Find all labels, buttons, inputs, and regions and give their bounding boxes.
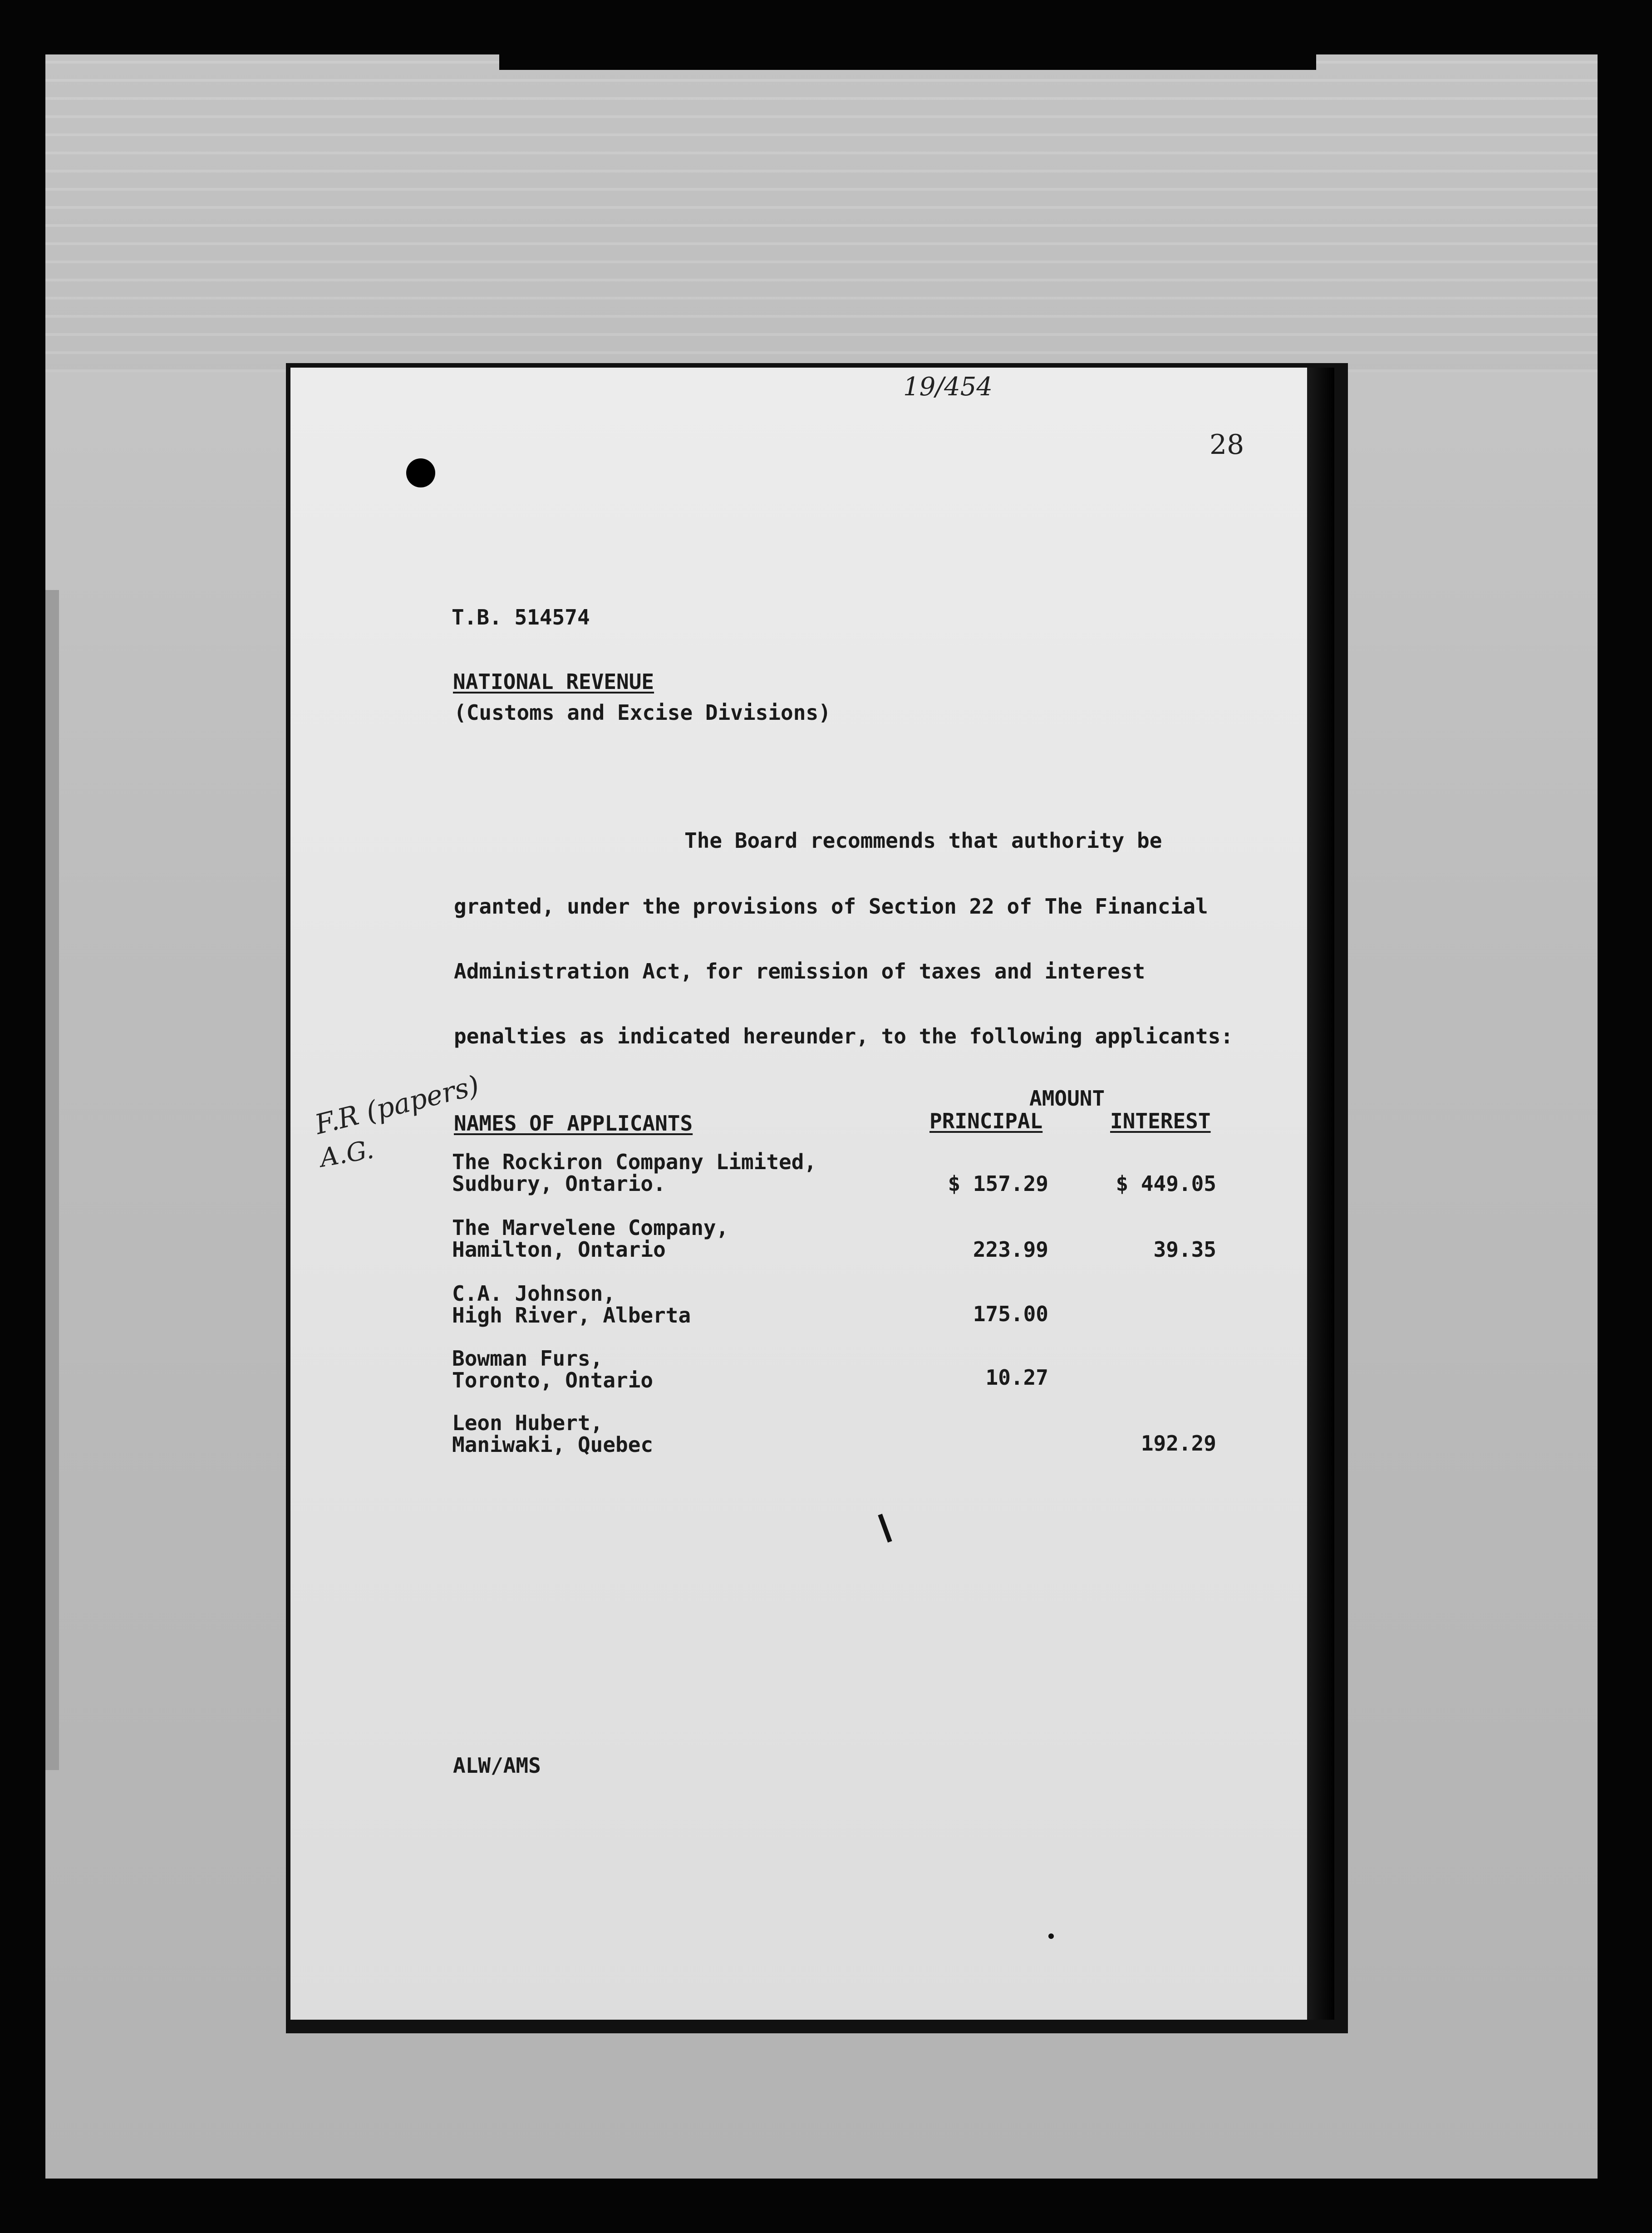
principal-amount: 10.27	[985, 1365, 1048, 1390]
principal-amount: 223.99	[973, 1237, 1048, 1262]
applicant-name: The Rockiron Company Limited,	[452, 1150, 817, 1174]
body-line-4: penalties as indicated hereunder, to the following applicants:	[454, 1024, 1234, 1048]
applicant-location: High River, Alberta	[452, 1303, 691, 1328]
page-right-edge	[1307, 368, 1334, 2020]
names-column-header: NAMES OF APPLICANTS	[454, 1111, 693, 1136]
applicant-location: Sudbury, Ontario.	[452, 1171, 666, 1196]
amount-header: AMOUNT	[1029, 1086, 1105, 1111]
interest-amount: 39.35	[1153, 1237, 1216, 1262]
applicant-name: C.A. Johnson,	[452, 1281, 616, 1306]
applicant-location: Toronto, Ontario	[452, 1368, 654, 1392]
margin-note-line-1: F.R (papers)	[312, 1069, 482, 1141]
applicant-name: Bowman Furs,	[452, 1346, 603, 1371]
backing-left-edge	[45, 590, 59, 1770]
applicant-location: Hamilton, Ontario	[452, 1237, 666, 1262]
department-heading: NATIONAL REVENUE	[453, 669, 654, 694]
body-line-2: granted, under the provisions of Section 22 of The Financial	[454, 894, 1208, 919]
ink-dot	[1048, 1933, 1054, 1939]
applicant-name: Leon Hubert,	[452, 1411, 603, 1435]
body-line-1: The Board recommends that authority be	[684, 828, 1162, 853]
interest-amount: 192.29	[1141, 1431, 1216, 1456]
principal-amount: 175.00	[973, 1302, 1048, 1326]
treasury-board-reference: T.B. 514574	[452, 605, 590, 630]
principal-column-header: PRINCIPAL	[929, 1109, 1043, 1133]
film-edge-notch	[499, 54, 1316, 70]
interest-amount: $ 449.05	[1116, 1171, 1216, 1196]
margin-note-line-2: A.G.	[318, 1135, 376, 1173]
interest-column-header: INTEREST	[1110, 1109, 1211, 1133]
page-number: 28	[1210, 429, 1244, 461]
typist-initials: ALW/AMS	[453, 1753, 541, 1778]
punch-hole	[406, 458, 435, 487]
file-number-handwritten: 19/454	[903, 372, 993, 402]
body-line-3: Administration Act, for remission of taxes and interest	[454, 959, 1146, 984]
applicant-name: The Marvelene Company,	[452, 1215, 729, 1240]
applicant-location: Maniwaki, Quebec	[452, 1432, 654, 1457]
divisions-subheading: (Customs and Excise Divisions)	[454, 700, 831, 725]
principal-amount: $ 157.29	[948, 1171, 1048, 1196]
